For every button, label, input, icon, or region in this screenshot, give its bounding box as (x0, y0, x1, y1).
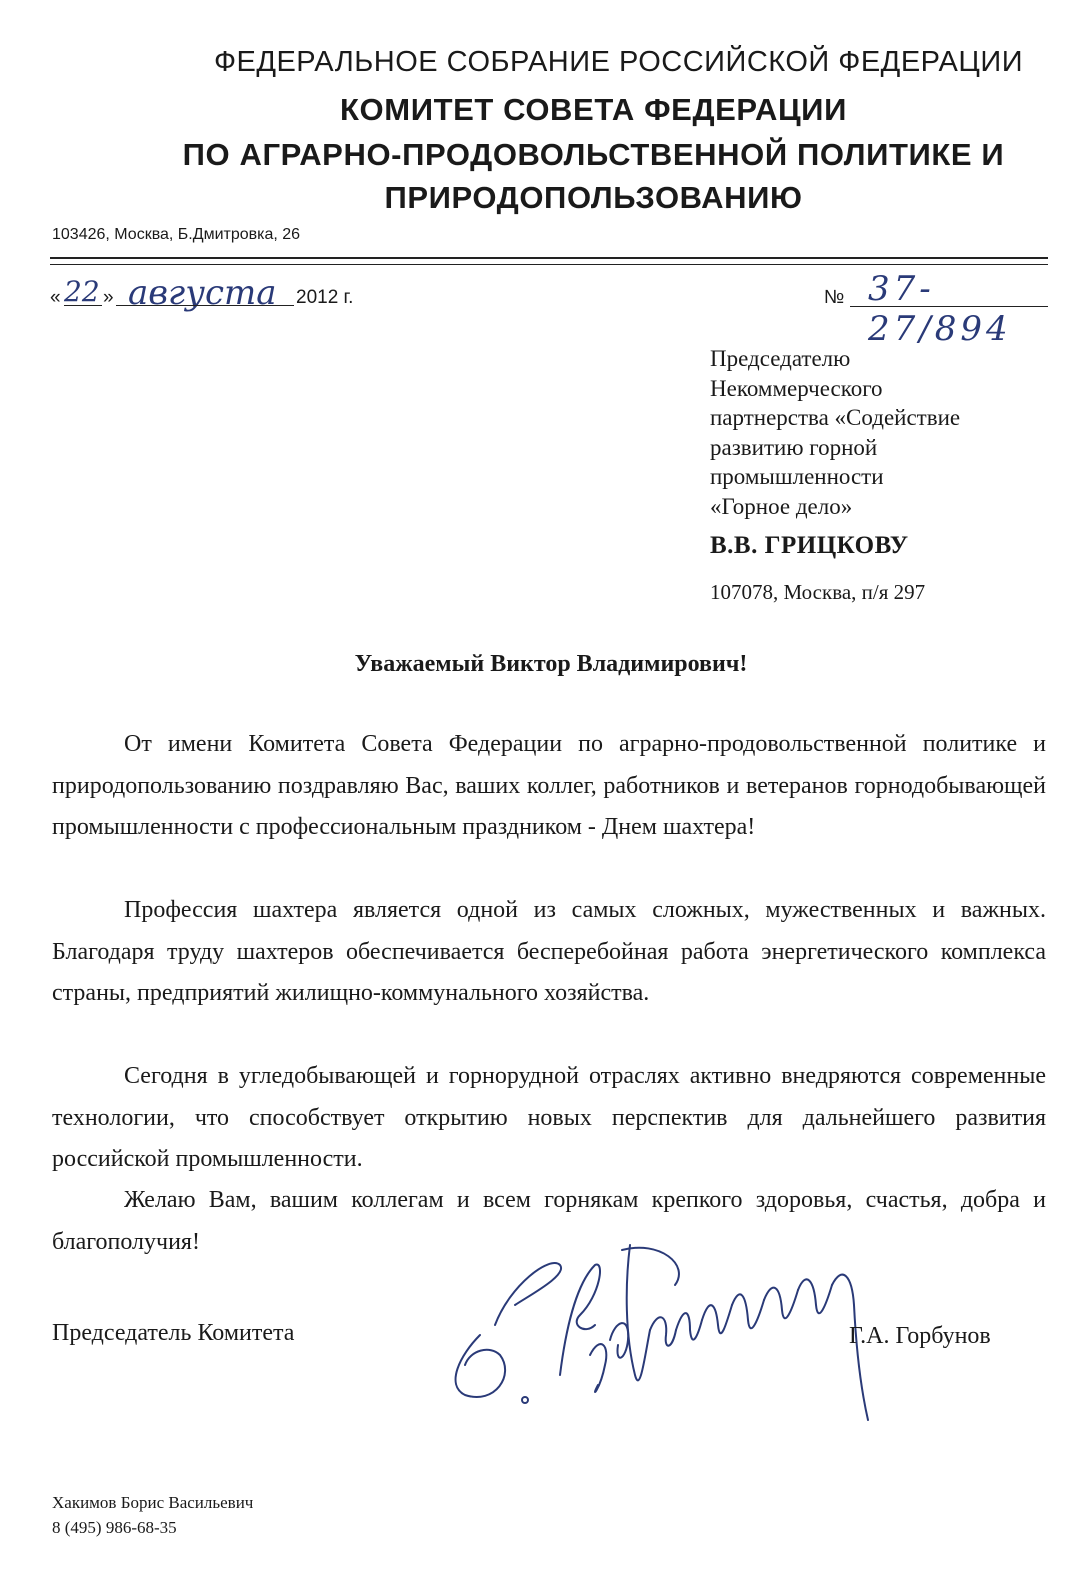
signatory-title: Председатель Комитета (52, 1320, 295, 1346)
salutation: Уважаемый Виктор Владимирович! (354, 651, 748, 677)
registration-number: 37-27/894 (868, 269, 1012, 349)
date-day: 22 (64, 275, 100, 308)
recipient-line: «Горное дело» (710, 493, 853, 519)
number-underline (850, 306, 1048, 307)
recipient-line: партнерства «Содействие (710, 405, 961, 430)
header-rule-thin (50, 264, 1048, 265)
recipient-line: промышленности (710, 464, 884, 489)
committee-heading-line2: ПО АГРАРНО-ПРОДОВОЛЬСТВЕННОЙ ПОЛИТИКЕ И (182, 137, 1005, 172)
date-quote-open: « (50, 287, 61, 308)
recipient-name: В.В. ГРИЦКОВУ (710, 532, 909, 559)
recipient-address: 107078, Москва, п/я 297 (710, 580, 926, 604)
body-paragraph: Сегодня в угледобывающей и горнорудной отраслях активно внедряются современные технологии, что способствует открытию новых перспектив для дальнейшего развития российской промышленности. (52, 1063, 1046, 1172)
registration-number-field (820, 269, 1060, 349)
committee-heading-line1: КОМИТЕТ СОВЕТА ФЕДЕРАЦИИ (340, 92, 847, 127)
assembly-heading: ФЕДЕРАЛЬНОЕ СОБРАНИЕ РОССИЙСКОЙ ФЕДЕРАЦИИ (213, 46, 1024, 78)
date-day-underline (64, 305, 102, 306)
sender-address: 103426, Москва, Б.Дмитровка, 26 (52, 226, 301, 243)
header-rule-thick (50, 257, 1048, 259)
committee-heading-line3: ПРИРОДОПОЛЬЗОВАНИЮ (384, 180, 803, 215)
signatory-name: Г.А. Горбунов (849, 1323, 991, 1349)
contact-block (52, 1490, 253, 1540)
handwritten-signature (440, 1225, 900, 1435)
recipient-line: развитию горной (710, 434, 878, 460)
recipient-line: Некоммерческого (710, 375, 883, 401)
number-label: № (824, 287, 845, 308)
date-quote-close: » (103, 287, 114, 308)
date-field (50, 275, 380, 315)
recipient-line: Председателю (710, 346, 851, 371)
date-month-underline (116, 305, 294, 306)
contact-name: Хакимов Борис Васильевич (52, 1493, 254, 1512)
body-paragraph: Желаю Вам, вашим коллегам и всем горнякам крепкого здоровья, счастья, добра и благополучия! (52, 1187, 1046, 1255)
body-paragraph: Профессия шахтера является одной из самых сложных, мужественных и важных. Благодаря труду шахтеров обеспечивается бесперебойная работа энергетического комплекса страны, предприятий жилищно-коммунального хозяйства. (52, 897, 1046, 1006)
recipient-block (710, 344, 1050, 521)
body-paragraph: От имени Комитета Совета Федерации по аграрно-продовольственной политике и природопользованию поздравляю Вас, ваших коллег, работников и ветеранов горнодобывающей промышленности с профессиональным праздником - Днем шахтера! (52, 731, 1046, 840)
contact-phone: 8 (495) 986-68-35 (52, 1518, 177, 1537)
date-year: 2012 г. (296, 287, 354, 308)
date-month: августа (128, 273, 277, 313)
